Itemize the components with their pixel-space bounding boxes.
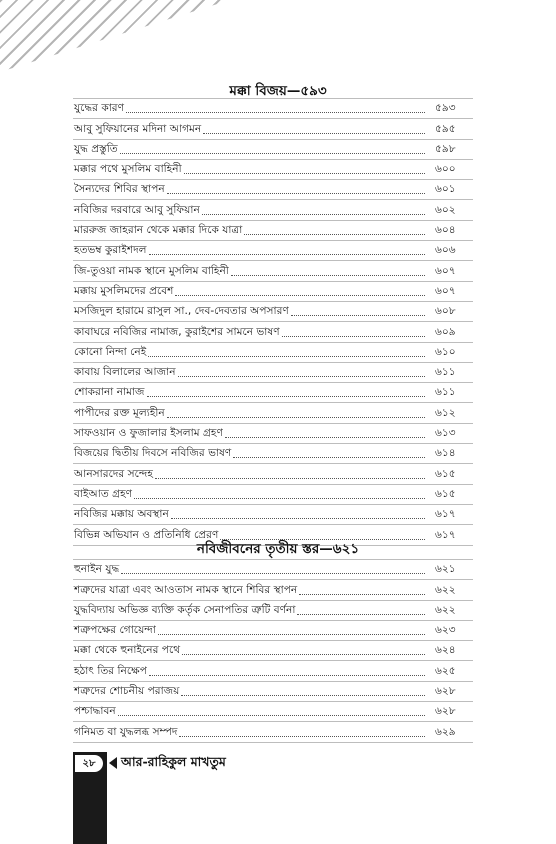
toc-entry-page: ৫৯৮ <box>435 142 456 155</box>
dot-leader <box>297 613 425 615</box>
dot-leader <box>182 653 425 655</box>
toc-entry-title: জি-তুওয়া নামক স্থানে মুসলিম বাহিনী <box>74 264 229 277</box>
toc-entry-title: যুদ্ধের কারণ <box>74 102 125 115</box>
toc-entry-title: মক্কা থেকে হুনাইনের পথে <box>74 644 181 657</box>
toc-entry-page: ৬১২ <box>435 406 456 419</box>
toc-entry-title: বিভিন্ন অভিযান ও প্রতিনিধি প্রেরণ <box>74 528 219 541</box>
dot-leader <box>179 735 425 737</box>
toc-entry-page: ৬০৭ <box>435 264 456 277</box>
toc-entry-page: ৬০১ <box>435 183 456 196</box>
toc-list-makka-bijoy <box>73 98 473 546</box>
toc-entry[interactable] <box>73 221 473 241</box>
toc-entry[interactable] <box>73 383 473 403</box>
toc-entry-page: ৬১১ <box>435 386 456 399</box>
toc-entry-title: মাররুজ জাহরান থেকে মক্কার দিকে যাত্রা <box>74 224 243 237</box>
section-title-third-stage: নবিজীবনের তৃতীয় স্তর—৬২১ <box>196 541 360 557</box>
toc-entry[interactable] <box>73 99 473 119</box>
dot-leader <box>158 633 425 635</box>
toc-entry-title: নবিজির দরবারে আবু সুফিয়ান <box>74 203 200 216</box>
toc-entry[interactable] <box>73 282 473 302</box>
dot-leader <box>121 572 425 574</box>
toc-entry[interactable] <box>73 343 473 363</box>
toc-entry-title: যুদ্ধ প্রস্তুতি <box>74 142 118 155</box>
toc-entry[interactable] <box>73 424 473 444</box>
toc-entry[interactable] <box>73 140 473 160</box>
toc-entry[interactable] <box>73 702 473 722</box>
toc-entry[interactable] <box>73 180 473 200</box>
toc-entry-page: ৬০০ <box>435 163 456 176</box>
footer-page-number: ২৮ <box>75 755 103 772</box>
toc-entry-page: ৬১৫ <box>435 487 456 500</box>
left-triangle-icon <box>109 757 117 769</box>
toc-entry-page: ৬২৪ <box>435 644 456 657</box>
toc-entry-title: আনসারদের সন্দেহ <box>74 467 153 480</box>
toc-entry-title: হঠাৎ তির নিক্ষেপ <box>74 664 147 677</box>
toc-entry[interactable] <box>73 580 473 600</box>
toc-entry-title: মক্কায় মুসলিমদের প্রবেশ <box>74 284 174 297</box>
toc-entry-page: ৬১৭ <box>435 528 456 541</box>
toc-entry-page: ৬০২ <box>435 203 456 216</box>
toc-entry-page: ৫৯৩ <box>435 102 456 115</box>
toc-entry-title: হুনাইন যুদ্ধ <box>74 563 120 576</box>
dot-leader <box>126 111 425 113</box>
dot-leader <box>120 152 425 154</box>
toc-entry[interactable] <box>73 200 473 220</box>
toc-list-third-stage <box>73 559 473 743</box>
toc-entry-page: ৬২৩ <box>435 624 456 637</box>
dot-leader <box>231 274 425 276</box>
toc-entry-title: হতভম্ব কুরাইশদল <box>74 244 147 257</box>
toc-entry[interactable] <box>73 621 473 641</box>
toc-entry-page: ৬০৭ <box>435 284 456 297</box>
toc-entry[interactable] <box>73 682 473 702</box>
toc-entry[interactable] <box>73 322 473 342</box>
toc-entry-title: কাবাঘরে নবিজির নামাজ, কুরাইশের সামনে ভাষণ <box>74 325 280 338</box>
dot-leader <box>149 253 425 255</box>
toc-entry[interactable] <box>73 241 473 261</box>
dot-leader <box>118 714 425 716</box>
toc-entry[interactable] <box>73 403 473 423</box>
toc-entry-title: আবু সুফিয়ানের মদিনা আগমন <box>74 122 202 135</box>
dot-leader <box>203 132 425 134</box>
section-title-makka-bijoy: মক্কা বিজয়—৫৯৩ <box>229 83 327 99</box>
toc-entry-page: ৬২৯ <box>435 725 456 738</box>
dot-leader <box>178 375 425 377</box>
toc-entry-title: পাপীদের রক্ত মূল্যহীন <box>74 406 165 419</box>
dot-leader <box>299 593 425 595</box>
toc-entry[interactable] <box>73 363 473 383</box>
dot-leader <box>233 456 425 458</box>
dot-leader <box>184 172 425 174</box>
toc-entry-page: ৬২৫ <box>435 664 456 677</box>
toc-entry-page: ৬২১ <box>435 563 456 576</box>
toc-entry-title: সাফওয়ান ও ফুজালার ইসলাম গ্রহণ <box>74 427 223 440</box>
toc-entry-page: ৬০৯ <box>435 325 456 338</box>
toc-entry[interactable] <box>73 661 473 681</box>
toc-entry-page: ৬২২ <box>435 583 456 596</box>
toc-entry-title: শত্রুপক্ষের গোয়েন্দা <box>74 624 156 637</box>
toc-entry[interactable] <box>73 601 473 621</box>
dot-leader <box>282 335 425 337</box>
toc-entry-title: মক্কার পথে মুসলিম বাহিনী <box>74 163 182 176</box>
toc-entry-title: পশ্চাদ্ধাবন <box>74 705 116 718</box>
dot-leader <box>147 395 425 397</box>
toc-entry[interactable] <box>73 119 473 139</box>
toc-entry[interactable] <box>73 302 473 322</box>
dot-leader <box>134 497 425 499</box>
dot-leader <box>225 436 425 438</box>
toc-entry[interactable] <box>73 444 473 464</box>
toc-entry[interactable] <box>73 560 473 580</box>
toc-entry-title: যুদ্ধবিদ্যায় অভিজ্ঞ ব্যক্তি কর্তৃক সেনাপতির ত্রুটি বর্ণনা <box>74 603 296 616</box>
footer-book-title: আর-রাহিকুল মাখতুম <box>121 754 226 769</box>
toc-entry-title: বাইআত গ্রহণ <box>74 487 133 500</box>
dot-leader <box>167 192 425 194</box>
toc-entry[interactable] <box>73 160 473 180</box>
toc-entry-title: গনিমত বা যুদ্ধলব্ধ সম্পদ <box>74 725 178 738</box>
toc-entry[interactable] <box>73 641 473 661</box>
dot-leader <box>148 355 425 357</box>
dot-leader <box>171 517 425 519</box>
dot-leader <box>181 694 425 696</box>
dot-leader <box>167 416 425 418</box>
toc-entry-page: ৬২৮ <box>435 685 456 698</box>
toc-entry-page: ৬১০ <box>435 345 456 358</box>
dot-leader <box>291 314 425 316</box>
toc-entry-page: ৬০৬ <box>435 244 456 257</box>
toc-entry-title: কাবায় বিলালের আজান <box>74 366 176 379</box>
toc-entry-page: ৬১১ <box>435 366 456 379</box>
toc-entry-title: বিজয়ের দ্বিতীয় দিবসে নবিজির ভাষণ <box>74 447 232 460</box>
toc-entry-page: ৬১৪ <box>435 447 456 460</box>
toc-entry[interactable] <box>73 485 473 505</box>
toc-entry-title: সৈন্যদের শিবির স্থাপন <box>74 183 165 196</box>
toc-entry-title: শত্রুদের শোচনীয় পরাজয় <box>74 685 180 698</box>
dot-leader <box>155 477 425 479</box>
corner-hatch-decoration <box>0 0 230 72</box>
toc-entry-page: ৫৯৫ <box>435 122 456 135</box>
toc-entry-page: ৬০৪ <box>435 224 456 237</box>
toc-entry-page: ৬২২ <box>435 603 456 616</box>
dot-leader <box>202 213 425 215</box>
toc-entry[interactable] <box>73 464 473 484</box>
toc-entry[interactable] <box>73 722 473 742</box>
toc-entry-page: ৬১৭ <box>435 508 456 521</box>
toc-entry-page: ৬১৫ <box>435 467 456 480</box>
toc-entry[interactable] <box>73 505 473 525</box>
dot-leader <box>149 674 425 676</box>
toc-entry[interactable] <box>73 261 473 281</box>
toc-entry-title: কোনো নিন্দা নেই <box>74 345 147 358</box>
toc-entry-page: ৬০৮ <box>435 305 456 318</box>
dot-leader <box>244 233 425 235</box>
toc-entry-title: নবিজির মক্কায় অবস্থান <box>74 508 169 521</box>
toc-entry-page: ৬২৮ <box>435 705 456 718</box>
toc-entry-title: মসজিদুল হারামে রাসুল সা., দেব-দেবতার অপসারণ <box>74 305 289 318</box>
toc-entry-title: শত্রুদের যাত্রা এবং আওতাস নামক স্থানে শিবির স্থাপন <box>74 583 298 596</box>
dot-leader <box>175 294 425 296</box>
toc-entry-page: ৬১৩ <box>435 427 456 440</box>
toc-entry-title: শোকরানা নামাজ <box>74 386 145 399</box>
